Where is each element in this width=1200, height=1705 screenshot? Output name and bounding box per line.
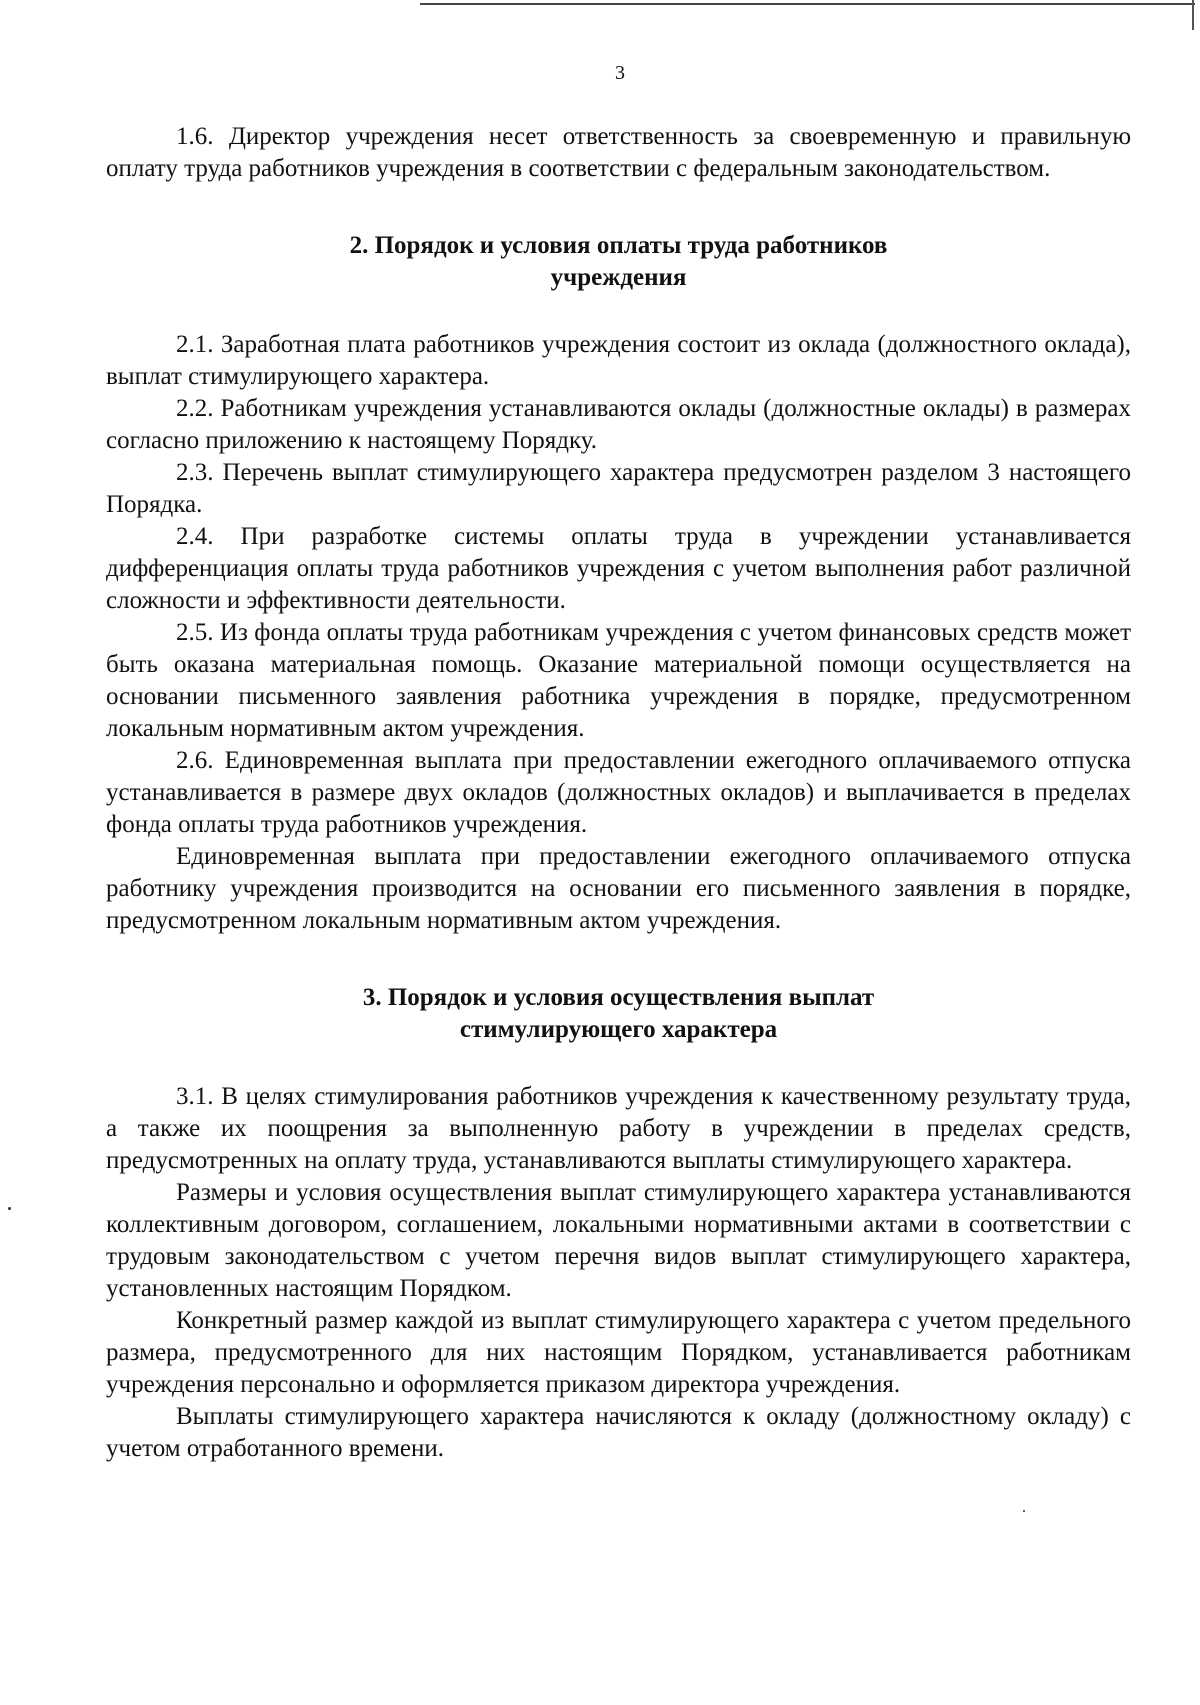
paragraph: 3.1. В целях стимулирования работников учреждения к качественному результату труда, а также их поощрения за выполненную работу в учреждении в пределах средств, предусмотренных на оплату труда, устанавливаются выплаты стимулирующего характера.	[106, 1083, 1131, 1174]
scan-speck	[8, 1207, 11, 1210]
spacer	[106, 185, 1131, 230]
scan-edge-line	[420, 3, 1195, 5]
paragraph: 2.2. Работникам учреждения устанавливаются оклады (должностные оклады) в размерах согласно приложению к настоящему Порядку.	[106, 395, 1131, 454]
section-heading	[106, 982, 1131, 1046]
scan-edge-line	[1192, 0, 1194, 30]
page-number: 3	[615, 62, 625, 84]
paragraph: 1.6. Директор учреждения несет ответственность за своевременную и правильную оплату труда работников учреждения в соответствии с федеральным законодательством.	[106, 123, 1131, 182]
paragraph: Выплаты стимулирующего характера начисляются к окладу (должностному окладу) с учетом отработанного времени.	[106, 1403, 1131, 1462]
document-body	[106, 121, 1131, 1465]
paragraph: 2.1. Заработная плата работников учреждения состоит из оклада (должностного оклада), выплат стимулирующего характера.	[106, 331, 1131, 390]
paragraph: 2.3. Перечень выплат стимулирующего характера предусмотрен разделом 3 настоящего Порядка.	[106, 459, 1131, 518]
paragraph: 2.5. Из фонда оплаты труда работникам учреждения с учетом финансовых средств может быть оказана материальная помощь. Оказание материальной помощи осуществляется на основании письменного заявления работника учреждения в порядке, предусмотренном локальным нормативным актом учреждения.	[106, 619, 1131, 742]
section-heading-line: 2. Порядок и условия оплаты труда работников	[349, 232, 888, 259]
paragraph: 2.6. Единовременная выплата при предоставлении ежегодного оплачиваемого отпуска устанавливается в размере двух окладов (должностных окладов) и выплачивается в пределах фонда оплаты труда работников учреждения.	[106, 747, 1131, 838]
paragraph: Конкретный размер каждой из выплат стимулирующего характера с учетом предельного размера, предусмотренного для них настоящим Порядком, устанавливается работникам учреждения персонально и оформляется приказом директора учреждения.	[106, 1307, 1131, 1398]
section-heading-line: 3. Порядок и условия осуществления выплат	[362, 984, 875, 1011]
spacer	[106, 937, 1131, 982]
section-heading-line: учреждения	[550, 264, 687, 291]
section-heading	[106, 230, 1131, 294]
paragraph: Размеры и условия осуществления выплат стимулирующего характера устанавливаются коллективным договором, соглашением, локальными нормативными актами в соответствии с трудовым законодательством с учетом перечня видов выплат стимулирующего характера, установленных настоящим Порядком.	[106, 1179, 1131, 1302]
paragraph: Единовременная выплата при предоставлении ежегодного оплачиваемого отпуска работнику учреждения производится на основании его письменного заявления в порядке, предусмотренном локальным нормативным актом учреждения.	[106, 843, 1131, 934]
spacer	[106, 1046, 1131, 1081]
section-heading-line: стимулирующего характера	[459, 1016, 778, 1043]
spacer	[106, 294, 1131, 329]
paragraph: 2.4. При разработке системы оплаты труда в учреждении устанавливается дифференциация оплаты труда работников учреждения с учетом выполнения работ различной сложности и эффективности деятельности.	[106, 523, 1131, 614]
scan-speck	[1023, 1510, 1025, 1512]
